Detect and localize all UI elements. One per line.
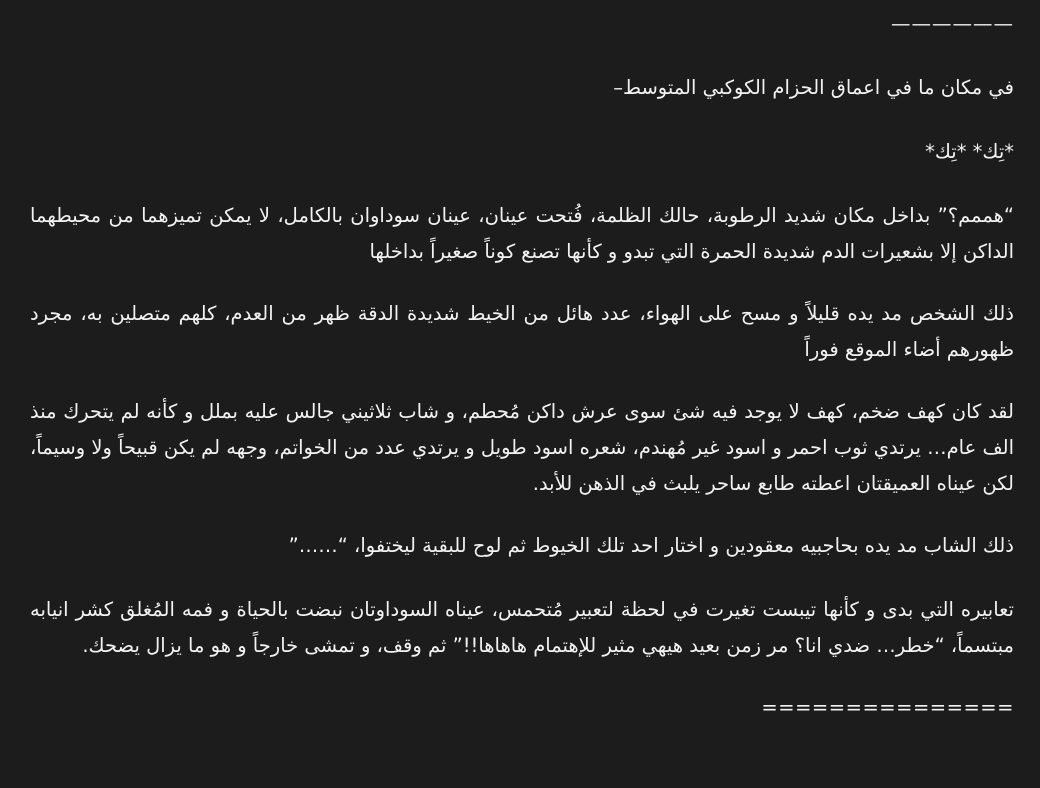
paragraph-threads: ذلك الشخص مد يده قليلاً و مسح على الهواء، عدد هائل من الخيط شديدة الدقة ظهر من العدم، كلهم متصلين به، مجرد ظهورهم أضاء الموقع فوراً	[30, 302, 1014, 361]
paragraph-awakening: “هممم؟” بداخل مكان شديد الرطوبة، حالك الظلمة، فُتحت عينان، عينان سوداوان بالكامل، لا يمكن تميزهما من محيطهما الداكن إلا بشعيرات الدم شديدة الحمرة التي تبدو و كأنها تصنع كوناً صغيراً بداخلها	[30, 204, 1014, 263]
paragraph-cave: لقد كان كهف ضخم، كهف لا يوجد فيه شئ سوى عرش داكن مُحطم، و شاب ثلاثيني جالس عليه بملل و كأنه لم يتحرك منذ الف عام… يرتدي ثوب احمر و اسود غير مُهندم، شعره اسود طويل و يرتدي عدد من الخواتم، وجهه لم يكن قبيحاً ولا وسيماً، لكن عيناه العميقتان اعطته طابع ساحر يلبث في الذهن للأبد.	[30, 400, 1014, 495]
separator-bottom: ===============	[761, 696, 1014, 719]
paragraph-sound: *تِك* *تِك*	[925, 140, 1014, 163]
paragraph-choice: ذلك الشاب مد يده بحاجبيه معقودين و اختار احد تلك الخيوط ثم لوح للبقية ليختفوا، “……”	[288, 534, 1014, 557]
paragraph-excitement: تعابيره التي بدى و كأنها تيبست تغيرت في لحظة لتعبير مُتحمس، عيناه السوداوتان نبضت بالحياة و فمه المُغلق كشر انيابه مبتسماً، “خطر… ضدي انا؟ مر زمن بعيد هيهي مثير للإهتمام هاهاها!!” ثم وقف، و تمشى خارجاً و هو ما يزال يضحك.	[30, 598, 1014, 657]
separator-top: ——————	[891, 12, 1014, 35]
paragraph-location: في مكان ما في اعماق الحزام الكوكبي المتوسط–	[613, 76, 1014, 99]
